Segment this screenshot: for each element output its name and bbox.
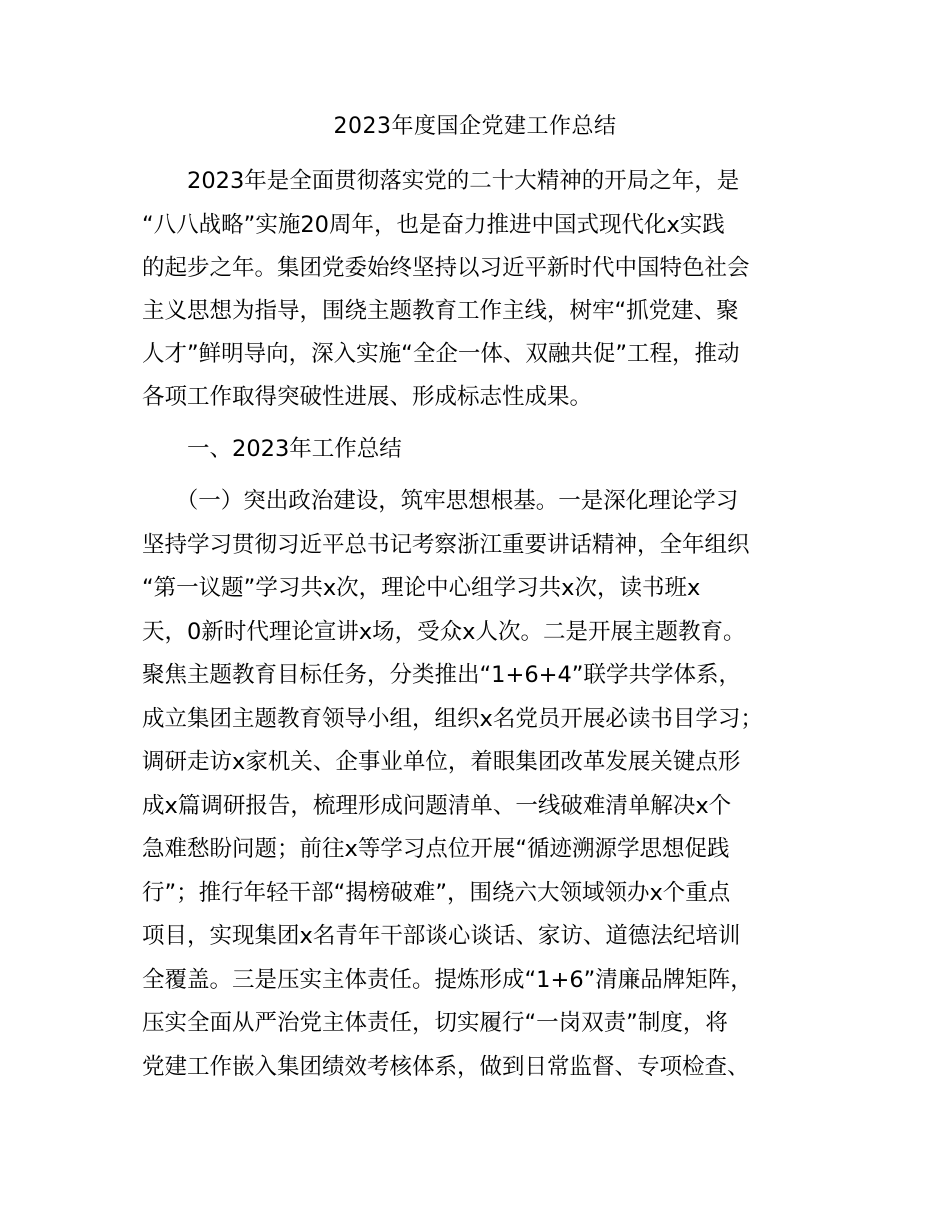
paragraph-line: 成x篇调研报告，梳理形成问题清单、一线破难清单解决x个 (142, 793, 732, 819)
paragraph-line: 行”；推行年轻干部“揭榜破难”，围绕六大领域领办x个重点 (142, 880, 731, 906)
paragraph-line: 主义思想为指导，围绕主题教育工作主线，树牢“抓党建、聚 (142, 298, 739, 324)
document-title: 2023年度国企党建工作总结 (333, 114, 617, 139)
paragraph-line: （一）突出政治建设，筑牢思想根基。一是深化理论学习 (142, 488, 739, 514)
paragraph-line: “八八战略”实施20周年，也是奋力推进中国式现代化x实践 (142, 212, 725, 238)
paragraph-line: 各项工作取得突破性进展、形成标志性成果。 (142, 384, 593, 410)
paragraph-line: 全覆盖。三是压实主体责任。提炼形成“1+6”清廉品牌矩阵， (142, 967, 753, 993)
paragraph-line: 压实全面从严治党主体责任，切实履行“一岗双责”制度，将 (142, 1010, 728, 1036)
paragraph-line: 调研走访x家机关、企事业单位，着眼集团改革发展关键点形 (142, 749, 741, 775)
section-heading: 一、2023年工作总结 (142, 436, 402, 462)
paragraph-line: 党建工作嵌入集团绩效考核体系，做到日常监督、专项检查、 (142, 1054, 750, 1080)
paragraph-line: 的起步之年。集团党委始终坚持以习近平新时代中国特色社会 (142, 255, 750, 281)
paragraph-line: 成立集团主题教育领导小组，组织x名党员开展必读书目学习； (142, 706, 763, 732)
paragraph-line: “第一议题”学习共x次，理论中心组学习共x次，读书班x (142, 575, 701, 601)
paragraph-line: 人才”鲜明导向，深入实施“全企一体、双融共促”工程，推动 (142, 341, 740, 367)
paragraph-line: 项目，实现集团x名青年干部谈心谈话、家访、道德法纪培训 (142, 923, 741, 949)
paragraph-line: 2023年是全面贯彻落实党的二十大精神的开局之年，是 (142, 168, 740, 194)
paragraph-line: 天，0新时代理论宣讲x场，受众x人次。二是开展主题教育。 (142, 619, 746, 645)
paragraph-line: 坚持学习贯彻习近平总书记考察浙江重要讲话精神，全年组织 (142, 532, 750, 558)
paragraph-line: 聚焦主题教育目标任务，分类推出“1+6+4”联学共学体系， (142, 662, 741, 688)
paragraph-line: 急难愁盼问题；前往x等学习点位开展“循迹溯源学思想促践 (142, 836, 730, 862)
